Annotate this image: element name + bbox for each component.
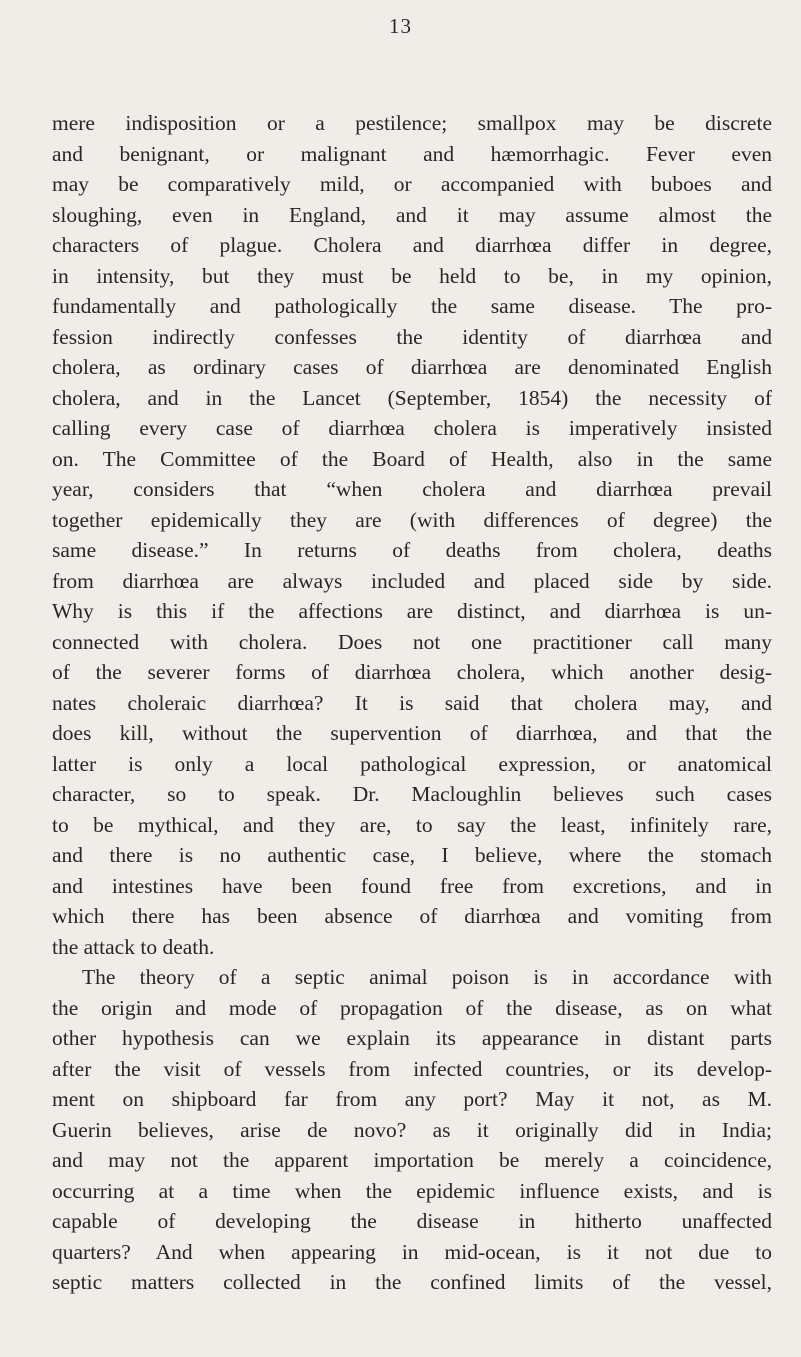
text-line: and benignant, or malignant and hæmorrhagic. Fever even bbox=[52, 141, 772, 166]
text-line: in intensity, but they must be held to be, in my opinion, bbox=[52, 263, 772, 288]
text-line: character, so to speak. Dr. Macloughlin believes such cases bbox=[52, 782, 772, 806]
text-line: together epidemically they are (with differences of degree) the bbox=[52, 507, 772, 532]
text-line: cholera, as ordinary cases of diarrhœa are denominated English bbox=[52, 355, 772, 379]
text-line: nates choleraic diarrhœa? It is said that cholera may, and bbox=[52, 690, 772, 715]
text-line: calling every case of diarrhœa cholera is imperatively insisted bbox=[52, 416, 772, 440]
text-line: sloughing, even in England, and it may assume almost the bbox=[52, 202, 772, 227]
text-line: septic matters collected in the confined limits of the vessel, bbox=[52, 1270, 772, 1294]
text-line: the origin and mode of propagation of the disease, as on what bbox=[52, 995, 772, 1020]
text-line: does kill, without the supervention of diarrhœa, and that the bbox=[52, 721, 772, 745]
text-line: to be mythical, and they are, to say the least, infinitely rare, bbox=[52, 812, 772, 837]
text-line: of the severer forms of diarrhœa cholera, which another desig- bbox=[52, 660, 772, 684]
text-line: and may not the apparent importation be merely a coincidence, bbox=[52, 1148, 772, 1172]
text-line: fession indirectly confesses the identity of diarrhœa and bbox=[52, 324, 772, 349]
page-number: 13 bbox=[389, 14, 412, 38]
text-line: and intestines have been found free from excretions, and in bbox=[52, 873, 772, 898]
text-line: The theory of a septic animal poison is in accordance with bbox=[82, 965, 772, 989]
text-line: capable of developing the disease in hitherto unaffected bbox=[52, 1209, 772, 1233]
text-line: connected with cholera. Does not one practitioner call many bbox=[52, 629, 772, 654]
text-line: latter is only a local pathological expression, or anatomical bbox=[52, 751, 772, 776]
text-line: year, considers that “when cholera and diarrhœa prevail bbox=[52, 477, 772, 501]
text-line: characters of plague. Cholera and diarrhœa differ in degree, bbox=[52, 233, 772, 257]
text-line: occurring at a time when the epidemic influence exists, and is bbox=[52, 1178, 772, 1203]
text-line: which there has been absence of diarrhœa and vomiting from bbox=[52, 904, 772, 928]
text-line: Guerin believes, arise de novo? as it originally did in India; bbox=[52, 1117, 772, 1142]
text-line: mere indisposition or a pestilence; smallpox may be discrete bbox=[52, 111, 772, 135]
text-line: and there is no authentic case, I believe, where the stomach bbox=[52, 843, 772, 867]
text-line: same disease.” In returns of deaths from cholera, deaths bbox=[52, 538, 772, 562]
text-line: may be comparatively mild, or accompanied with buboes and bbox=[52, 172, 772, 196]
text-line: quarters? And when appearing in mid-ocean, is it not due to bbox=[52, 1239, 772, 1264]
text-line: fundamentally and pathologically the same disease. The pro- bbox=[52, 294, 772, 318]
text-line: from diarrhœa are always included and placed side by side. bbox=[52, 568, 772, 593]
text-line: Why is this if the affections are distinct, and diarrhœa is un- bbox=[52, 599, 772, 623]
text-line: the attack to death. bbox=[52, 934, 215, 959]
text-line: after the visit of vessels from infected countries, or its develop- bbox=[52, 1056, 772, 1081]
text-line: ment on shipboard far from any port? May it not, as M. bbox=[52, 1087, 772, 1111]
text-line: cholera, and in the Lancet (September, 1854) the necessity of bbox=[52, 385, 772, 410]
text-line: other hypothesis can we explain its appearance in distant parts bbox=[52, 1026, 772, 1050]
text-line: on. The Committee of the Board of Health, also in the same bbox=[52, 446, 772, 471]
body-text bbox=[52, 108, 772, 1298]
